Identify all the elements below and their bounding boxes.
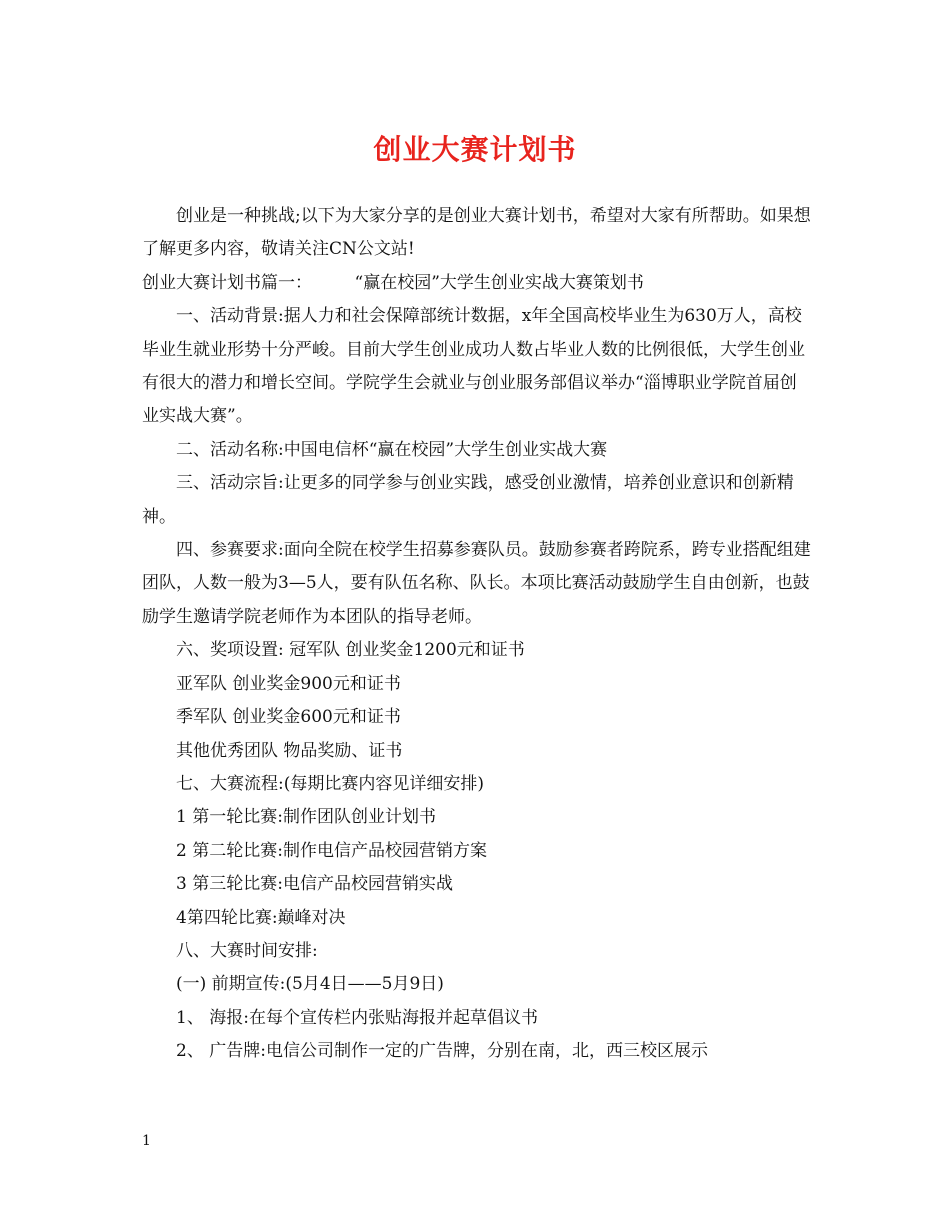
schedule-promotion: (一) 前期宣传:(5月4日——5月9日) (176, 974, 444, 995)
article-heading: 创业大赛计划书篇一： “赢在校园”大学生创业实战大赛策划书 (142, 272, 644, 293)
section-schedule: 八、大赛时间安排: (176, 940, 318, 961)
section-requirements: 四、参赛要求:面向全院在校学生招募参赛队员。鼓励参赛者跨院系，跨专业搭配组建团队，人数一般为3—5人，要有队伍名称、队长。本项比赛活动鼓励学生自由创新，也鼓励学生邀请学院老师作为本团队的指导老师。 (142, 540, 811, 627)
page-number: 1 (142, 1133, 151, 1149)
document-body (142, 200, 812, 1069)
promotion-posters: 1、 海报:在每个宣传栏内张贴海报并起草倡议书 (176, 1007, 538, 1028)
award-second: 亚军队 创业奖金900元和证书 (176, 673, 401, 694)
section-background: 一、活动背景:据人力和社会保障部统计数据，x年全国高校毕业生为630万人，高校毕业生就业形势十分严峻。目前大学生创业成功人数占毕业人数的比例很低，大学生创业有很大的潜力和增长空间。学院学生会就业与创业服务部倡议举办“淄博职业学院首届创业实战大赛”。 (142, 306, 805, 427)
intro-paragraph: 创业是一种挑战;以下为大家分享的是创业大赛计划书，希望对大家有所帮助。如果想了解更多内容，敬请关注CN公文站! (142, 206, 811, 260)
document-title: 创业大赛计划书 (373, 133, 577, 166)
section-purpose: 三、活动宗旨:让更多的同学参与创业实践，感受创业激情，培养创业意识和创新精神。 (142, 473, 794, 527)
award-third: 季军队 创业奖金600元和证书 (176, 707, 401, 728)
process-round-3: 3 第三轮比赛:电信产品校园营销实战 (176, 874, 453, 895)
process-round-1: 1 第一轮比赛:制作团队创业计划书 (176, 807, 436, 828)
section-name: 二、活动名称:中国电信杯“赢在校园”大学生创业实战大赛 (176, 439, 608, 460)
section-process: 七、大赛流程:(每期比赛内容见详细安排) (176, 773, 484, 794)
promotion-billboards: 2、 广告牌:电信公司制作一定的广告牌，分别在南，北，西三校区展示 (176, 1041, 708, 1062)
process-round-2: 2 第二轮比赛:制作电信产品校园营销方案 (176, 840, 487, 861)
section-awards: 六、奖项设置: 冠军队 创业奖金1200元和证书 (176, 640, 525, 661)
process-round-4: 4第四轮比赛:巅峰对决 (176, 907, 346, 928)
award-other: 其他优秀团队 物品奖励、证书 (176, 740, 403, 761)
